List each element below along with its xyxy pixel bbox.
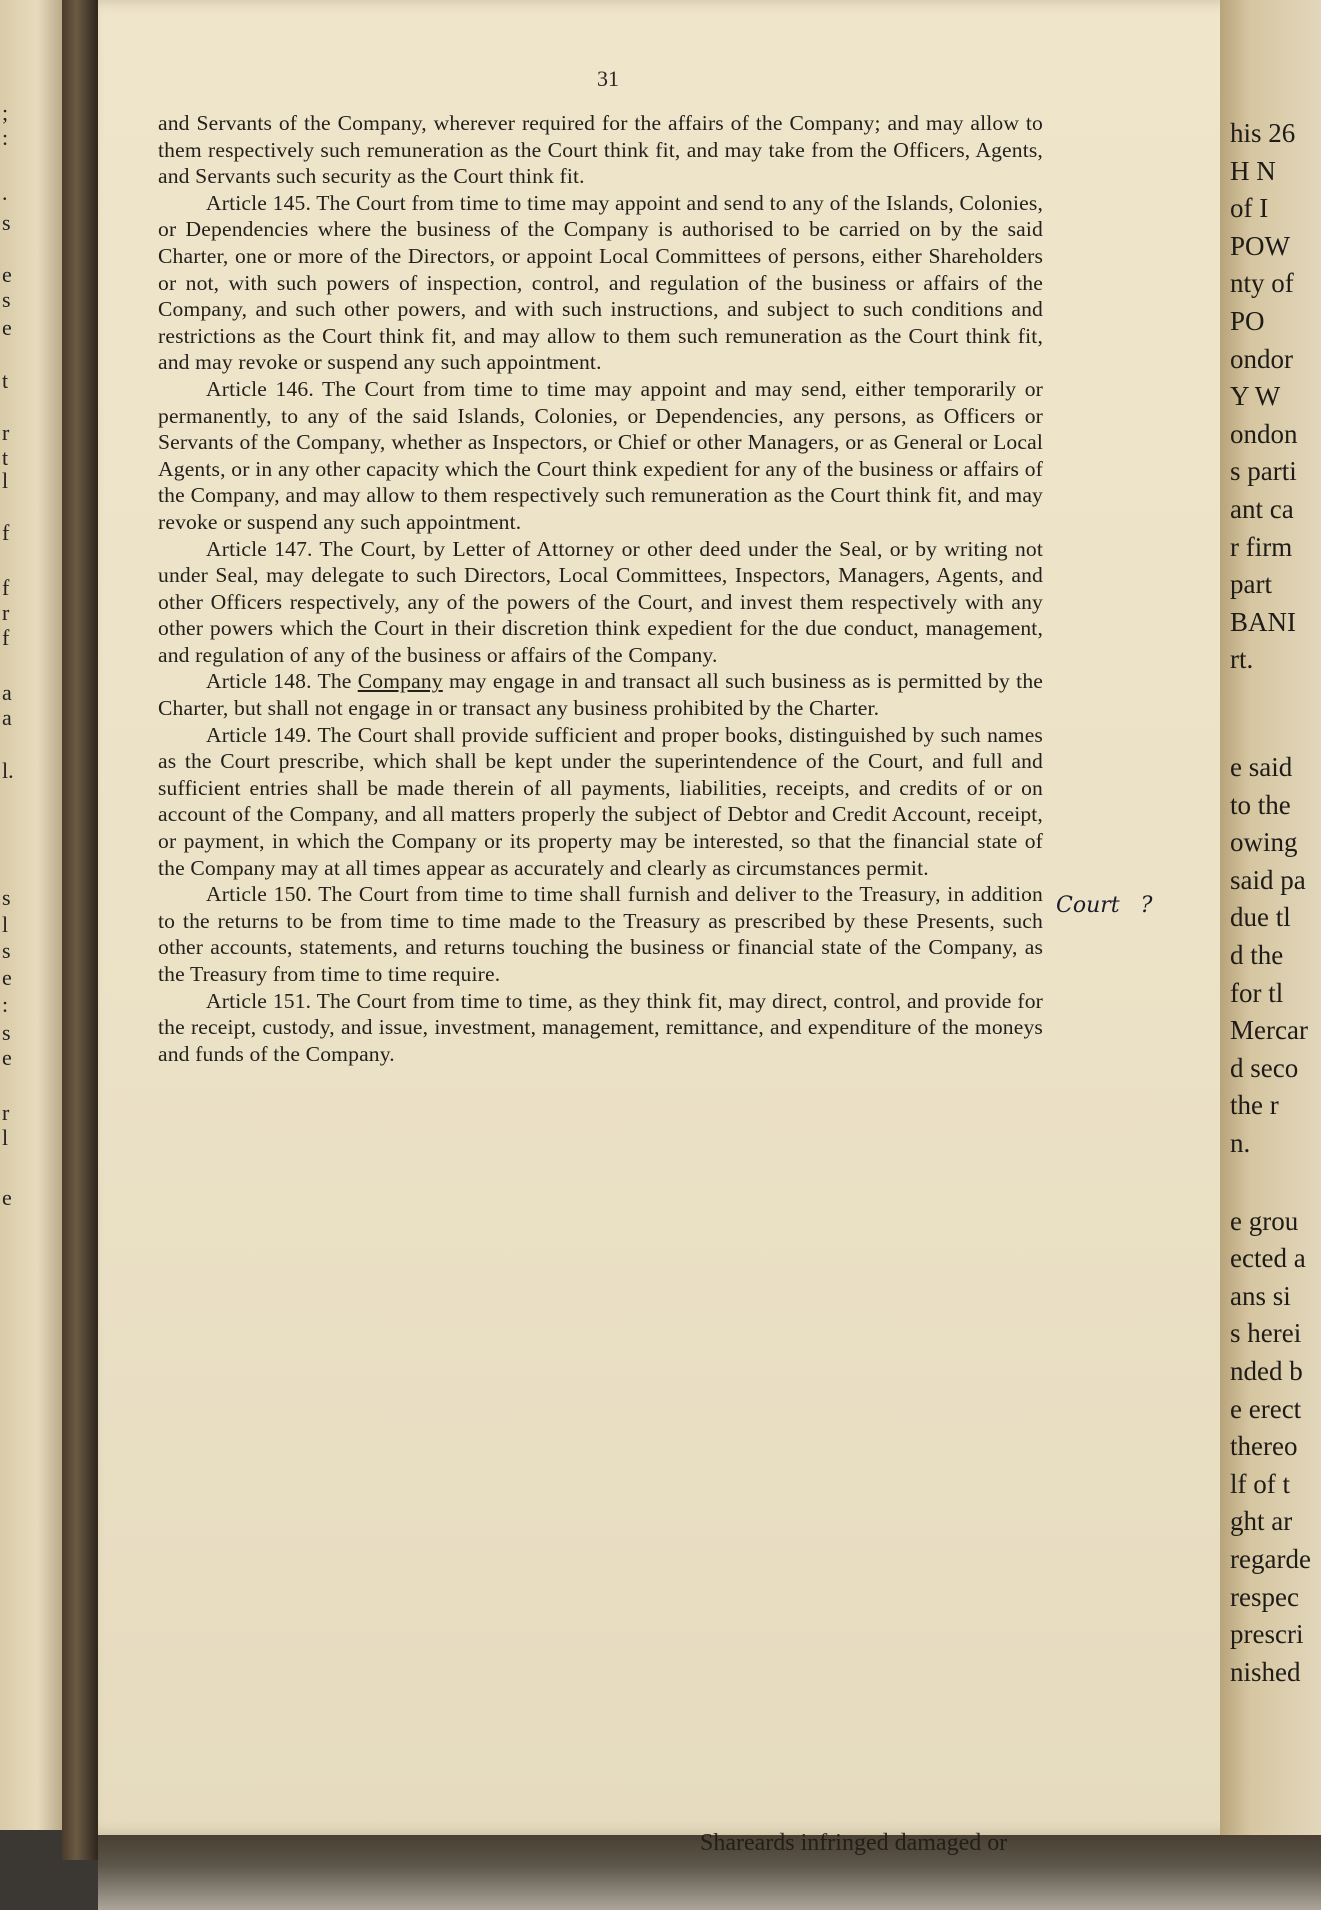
adjacent-page-fragment: d the (1230, 940, 1284, 970)
adjacent-page-fragment: n. (1230, 1128, 1251, 1158)
adjacent-page-fragment: ondon (1230, 418, 1298, 449)
adjacent-page-fragment: Mercar (1230, 1015, 1308, 1046)
adjacent-page-fragment: rt. (1230, 644, 1254, 675)
previous-page-fragment: r (2, 1100, 10, 1125)
adjacent-page-fragment: POW (1230, 230, 1290, 261)
previous-page-fragment: f (2, 625, 10, 650)
adjacent-page-fragment: BANI (1230, 606, 1296, 637)
adjacent-page-fragment: nty of (1230, 268, 1294, 299)
previous-page-fragment: t (2, 445, 9, 470)
article-148-start: Article 148. The (206, 669, 358, 694)
previous-page-fragment: r (2, 420, 10, 445)
adjacent-page-fragment: the r (1230, 1090, 1279, 1121)
adjacent-page-fragment: owing (1230, 827, 1298, 858)
opening-paragraph: and Servants of the Company, wherever required for the affairs of the Company; and may allow to them respectively such remuneration as the Court think fit, and may take from the Officers, Agents, and Servants such security as the Court think fit. (158, 111, 1043, 189)
adjacent-page-fragment: nished (1230, 1656, 1301, 1687)
previous-page-fragment: ; (2, 100, 9, 125)
previous-page-fragment: s (2, 938, 11, 963)
previous-page-fragment: s (2, 885, 11, 910)
previous-page-fragment: s (2, 287, 11, 312)
previous-page-fragment: l. (2, 758, 14, 783)
article-151: Article 151. The Court from time to time, as they think fit, may direct, control, and provide for the receipt, custody, and issue, investment, management, remittance, and expenditure of the moneys and funds of the Company. (158, 988, 1043, 1066)
underlined-word: Company (357, 669, 443, 694)
previous-page-text-fragments (0, 0, 20, 1830)
adjacent-page-fragment: ans si (1230, 1280, 1291, 1311)
adjacent-page-fragment: lf of t (1230, 1468, 1290, 1499)
previous-page-fragment: a (2, 680, 12, 705)
article-150: Article 150. The Court from time to time shall furnish and deliver to the Treasury, in addition to the returns to be from time to time made to the Treasury as prescribed by these Presents, such other accounts, statements, and returns touching the business or financial state of the Company, as the Treasury from time to time require. (158, 882, 1043, 986)
adjacent-page-fragment: e said (1230, 752, 1293, 782)
adjacent-page-fragment: ght ar (1230, 1506, 1293, 1537)
adjacent-page-fragment: e grou (1230, 1205, 1299, 1236)
adjacent-page-fragment: prescri (1230, 1619, 1304, 1650)
adjacent-page-fragment: e erect (1230, 1393, 1302, 1424)
previous-page-fragment: : (2, 992, 9, 1017)
adjacent-page-fragment: his 26 (1230, 118, 1296, 148)
page-body (158, 110, 1043, 1067)
article-149: Article 149. The Court shall provide sufficient and proper books, distinguished by such names as the Court prescribe, which shall be kept under the superintendence of the Court, and full and sufficient entries shall be made therein of all payments, liabilities, receipts, and credits of or on account of the Company, and all matters properly the subject of Debtor and Credit Account, receipt, or payment, in which the Company or its property may be interested, so that the financial state of the Company may at all times appear as accurately and clearly as circumstances permit. (158, 722, 1043, 880)
previous-page-fragment: e (2, 262, 12, 287)
adjacent-page-fragment: to the (1230, 789, 1291, 820)
adjacent-page-fragment: ected a (1230, 1243, 1306, 1274)
adjacent-page-fragment: ant ca (1230, 494, 1294, 524)
previous-page-fragment: r (2, 600, 10, 625)
article-148-rest: may engage in and transact all such business as is permitted by the Charter, but shall not engage in or transact any business prohibited by the Charter. (158, 669, 1043, 721)
adjacent-page-fragment: d seco (1230, 1052, 1299, 1083)
previous-page-fragment: f (2, 520, 10, 545)
adjacent-page-fragment: ondor (1230, 343, 1293, 374)
previous-page-fragment: . (2, 180, 8, 205)
article-145: Article 145. The Court from time to time may appoint and send to any of the Islands, Colonies, or Dependencies where the business of the Company is authorised to be carried on by the said Charter, one or more of the Directors, or appoint Local Committees of persons, either Shareholders or not, with such powers of inspection, control, and regulation of the business or affairs of the Company, and such other powers, and with such instructions, and subject to such conditions and restrictions as the Court think fit, and may allow to them such remuneration as the Court think fit, and may revoke or suspend any such appointment. (158, 190, 1043, 375)
bottom-page-fragment: Shareards infringed damaged or (700, 1830, 1008, 1856)
book-gutter (62, 0, 98, 1860)
adjacent-page-edge (1220, 0, 1321, 1860)
previous-page-fragment: e (2, 1045, 12, 1070)
previous-page-fragment: s (2, 210, 11, 235)
adjacent-page-fragment: s parti (1230, 456, 1297, 487)
adjacent-page-fragment: said pa (1230, 864, 1306, 895)
previous-page-fragment: s (2, 1020, 11, 1045)
adjacent-page-fragment: s herei (1230, 1318, 1302, 1349)
article-148 (158, 668, 1043, 721)
adjacent-page-fragment: part (1230, 569, 1272, 600)
adjacent-page-fragment: H N (1230, 155, 1276, 186)
adjacent-page-fragment: regarde (1230, 1544, 1311, 1574)
adjacent-page-fragment: nded b (1230, 1356, 1303, 1386)
previous-page-fragment: : (2, 125, 9, 150)
adjacent-page-fragment: r firm (1230, 531, 1293, 562)
adjacent-page-fragment: due tl (1230, 902, 1291, 933)
adjacent-page-fragment: thereo (1230, 1431, 1298, 1462)
adjacent-page-fragment: for tl (1230, 977, 1284, 1008)
previous-page-fragment: l (2, 1125, 9, 1150)
article-147: Article 147. The Court, by Letter of Attorney or other deed under the Seal, or by writing not under Seal, may delegate to such Directors, Local Committees, Inspectors, Managers, Agents, and other Officers respectively, any of the powers of the Court, and invest them respectively with any other powers which the Court in their discretion think expedient for the due conduct, management, and regulation of any of the business or affairs of the Company. (158, 536, 1043, 667)
previous-page-fragment: a (2, 705, 12, 730)
adjacent-page-fragment: of I (1230, 193, 1269, 224)
adjacent-page-fragment: PO (1230, 306, 1265, 336)
article-146: Article 146. The Court from time to time may appoint and may send, either temporarily or permanently, to any of the said Islands, Colonies, or Dependencies, any persons, as Officers or Servants of the Company, whether as Inspectors, or Chief or other Managers, or as General or Local Agents, or in any other capacity which the Court think expedient for any of the business or affairs of the Company, and may allow to them respectively such remuneration as the Court think fit, and may revoke or suspend any such appointment. (158, 376, 1043, 534)
previous-page-fragment: e (2, 315, 12, 340)
handwritten-margin-note: Court ? (1056, 893, 1153, 918)
previous-page-fragment: e (2, 1185, 12, 1210)
previous-page-fragment: l (2, 912, 9, 937)
adjacent-page-fragment: Y W (1230, 381, 1281, 412)
previous-page-fragment: f (2, 575, 10, 600)
previous-page-fragment: e (2, 965, 12, 990)
previous-page-fragment: l (2, 468, 9, 493)
previous-page-fragment: t (2, 368, 9, 393)
adjacent-page-fragment: respec (1230, 1581, 1299, 1612)
page-number: 31 (597, 66, 619, 91)
